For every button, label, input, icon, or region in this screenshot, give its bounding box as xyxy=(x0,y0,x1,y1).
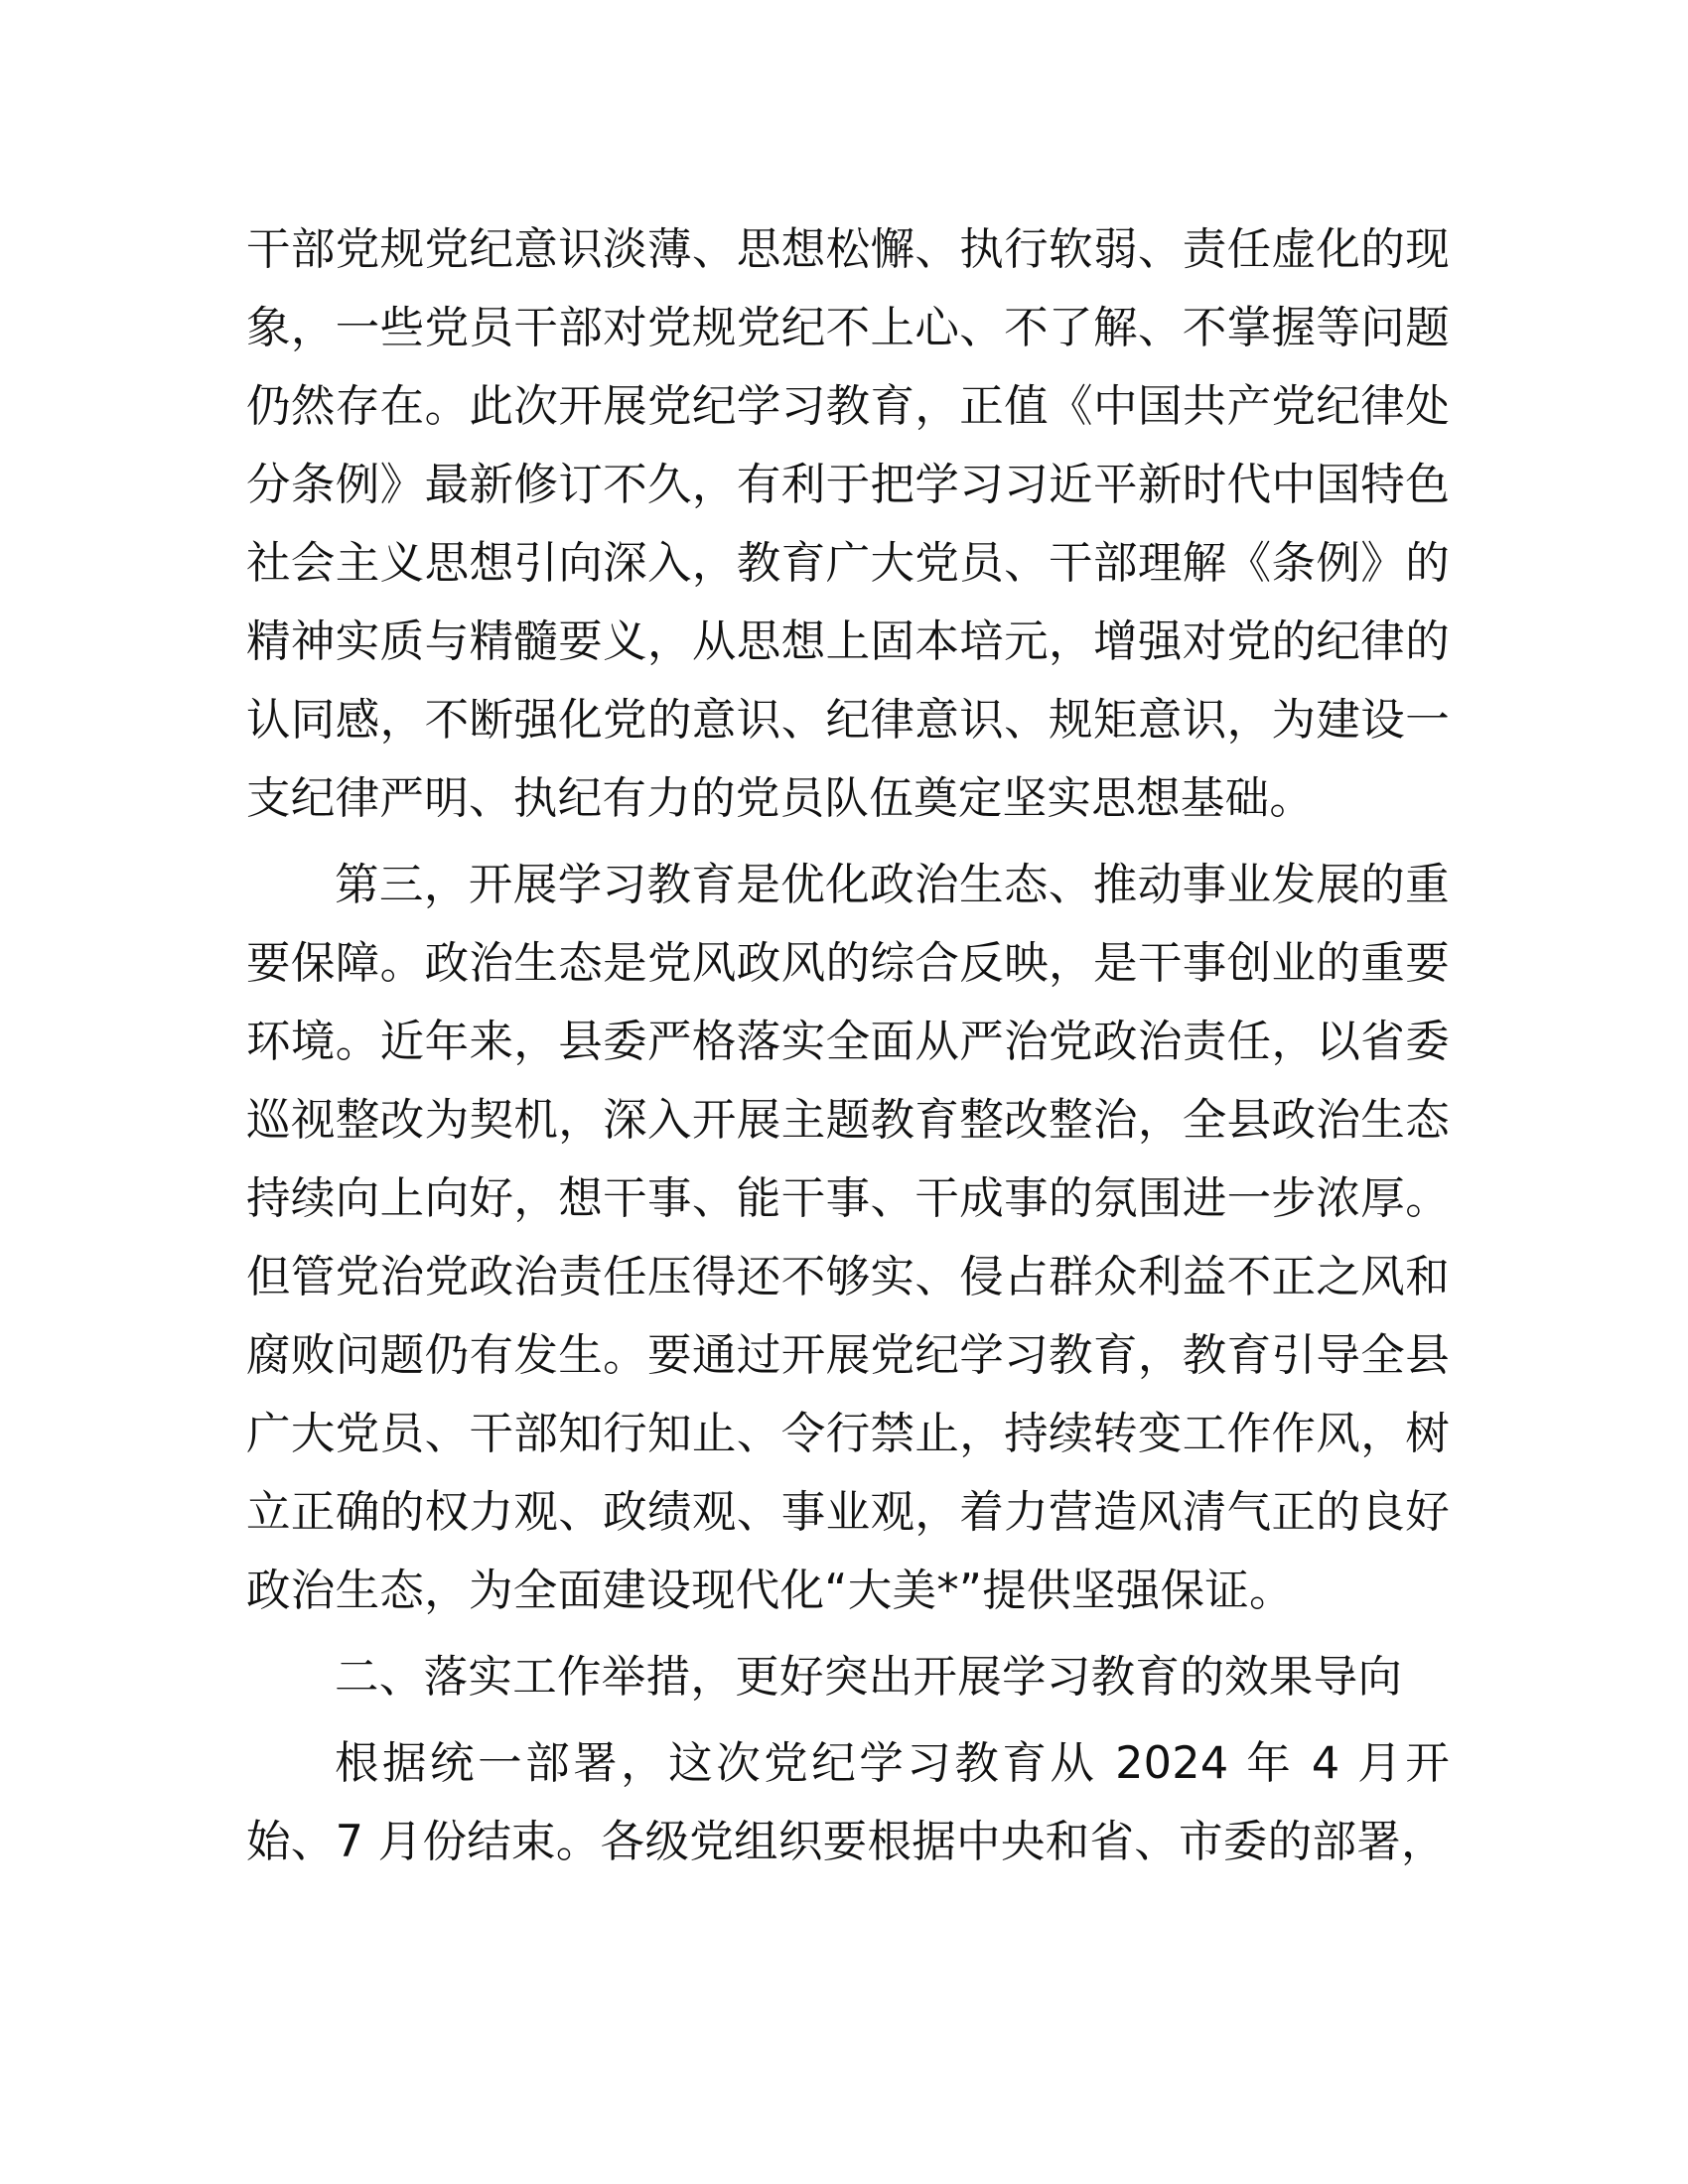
text-line: 认同感，不断强化党的意识、纪律意识、规矩意识，为建设一 xyxy=(246,695,1450,746)
text-line: 持续向上向好，想干事、能干事、干成事的氛围进一步浓厚。 xyxy=(246,1173,1450,1224)
paragraph-spacer xyxy=(246,1630,1450,1638)
text-line: 立正确的权力观、政绩观、事业观，着力营造风清气正的良好 xyxy=(246,1487,1450,1538)
text-line: 分条例》最新修订不久，有利于把学习习近平新时代中国特色 xyxy=(246,460,1450,510)
text-line: 巡视整改为契机，深入开展主题教育整改整治，全县政治生态 xyxy=(246,1095,1450,1146)
text-line: 环境。近年来，县委严格落实全面从严治党政治责任，以省委 xyxy=(246,1017,1450,1067)
section-heading xyxy=(246,1638,1450,1716)
paragraph xyxy=(246,210,1450,838)
text-line: 始、7 月份结束。各级党组织要根据中央和省、市委的部署， xyxy=(246,1817,1446,1867)
text-line: 精神实质与精髓要义，从思想上固本培元，增强对党的纪律的 xyxy=(246,616,1450,667)
paragraph xyxy=(246,1724,1450,1881)
text-line: 二、落实工作举措，更好突出开展学习教育的效果导向 xyxy=(335,1652,1403,1703)
text-line: 社会主义思想引向深入，教育广大党员、干部理解《条例》的 xyxy=(246,538,1450,589)
text-line: 支纪律严明、执纪有力的党员队伍奠定坚实思想基础。 xyxy=(246,773,1315,824)
paragraph xyxy=(246,846,1450,1630)
text-line: 干部党规党纪意识淡薄、思想松懈、执行软弱、责任虚化的现 xyxy=(246,224,1450,275)
text-line: 但管党治党政治责任压得还不够实、侵占群众利益不正之风和 xyxy=(246,1252,1450,1302)
paragraph-spacer xyxy=(246,1716,1450,1724)
text-line: 广大党员、干部知行知止、令行禁止，持续转变工作作风，树 xyxy=(246,1409,1450,1459)
text-line: 根据统一部署，这次党纪学习教育从 2024 年 4 月开 xyxy=(335,1738,1450,1789)
document-body xyxy=(246,210,1450,1881)
text-line: 第三，开展学习教育是优化政治生态、推动事业发展的重 xyxy=(335,860,1450,910)
text-line: 要保障。政治生态是党风政风的综合反映，是干事创业的重要 xyxy=(246,938,1450,989)
text-line: 政治生态，为全面建设现代化“大美*”提供坚强保证。 xyxy=(246,1566,1294,1616)
text-line: 腐败问题仍有发生。要通过开展党纪学习教育，教育引导全县 xyxy=(246,1330,1450,1381)
text-line: 仍然存在。此次开展党纪学习教育，正值《中国共产党纪律处 xyxy=(246,381,1450,432)
paragraph-spacer xyxy=(246,838,1450,846)
text-line: 象，一些党员干部对党规党纪不上心、不了解、不掌握等问题 xyxy=(246,303,1450,353)
